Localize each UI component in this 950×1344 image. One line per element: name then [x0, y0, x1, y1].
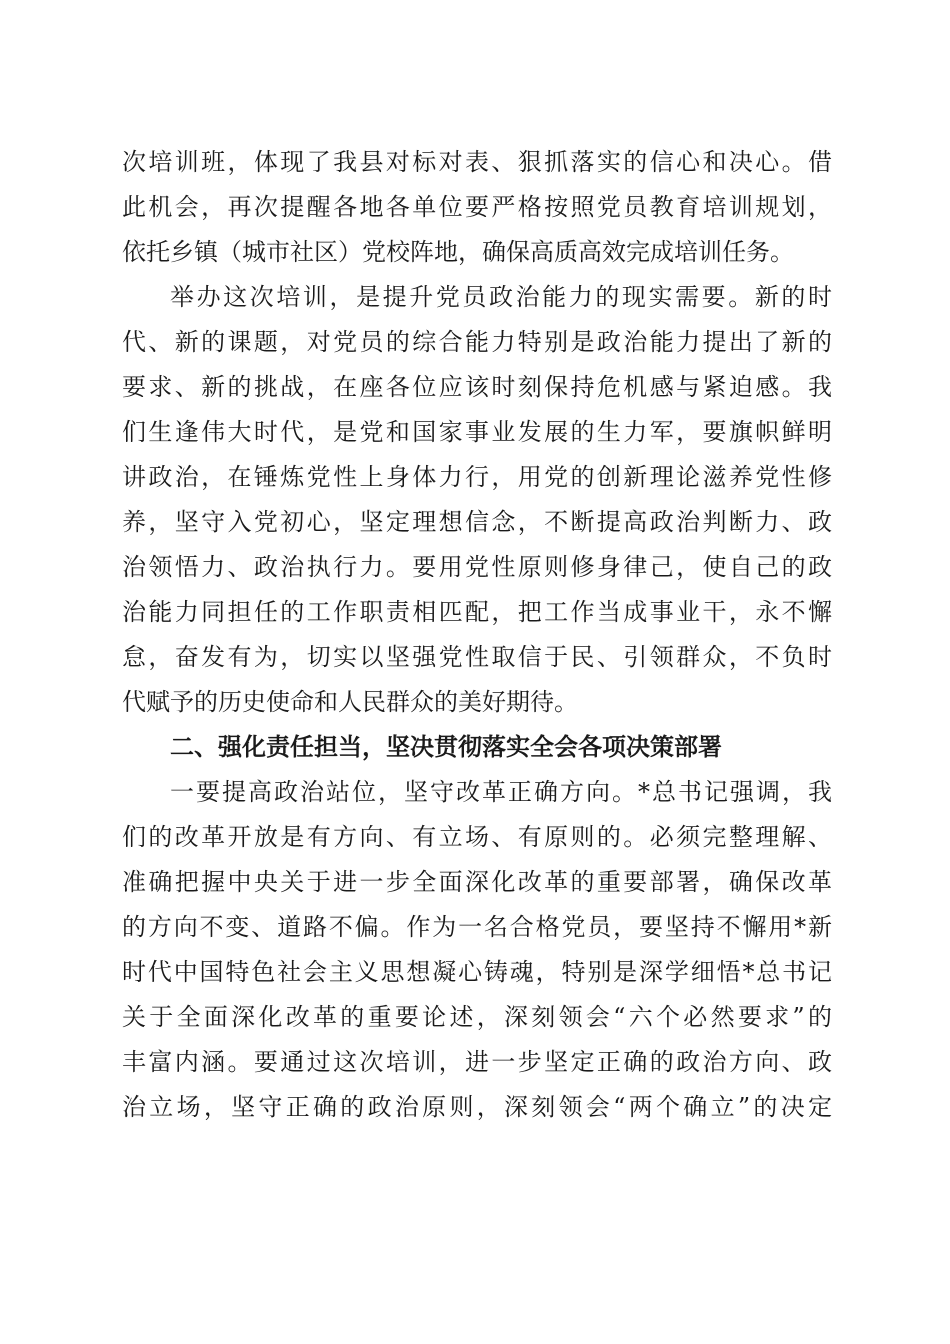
text-line: 怠，奋发有为，切实以坚强党性取信于民、引领群众，不负时 — [122, 643, 832, 671]
text-line: 关于全面深化改革的重要论述，深刻领会“六个必然要求”的 — [122, 1003, 832, 1031]
document-body — [122, 140, 832, 1130]
text-line: 的方向不变、道路不偏。作为一名合格党员，要坚持不懈用*新 — [122, 913, 832, 941]
text-line: 时代中国特色社会主义思想凝心铸魂，特别是深学细悟*总书记 — [122, 958, 832, 986]
text-line: 要求、新的挑战，在座各位应该时刻保持危机感与紧迫感。我 — [122, 373, 832, 401]
text-line: 依托乡镇（城市社区）党校阵地，确保高质高效完成培训任务。 — [122, 238, 794, 266]
section-heading-text: 二、强化责任担当，坚决贯彻落实全会各项决策部署 — [170, 733, 722, 761]
text-line: 们的改革开放是有方向、有立场、有原则的。必须完整理解、 — [122, 823, 832, 851]
text-line: 治领悟力、政治执行力。要用党性原则修身律己，使自己的政 — [122, 553, 832, 581]
text-line: 准确把握中央关于进一步全面深化改革的重要部署，确保改革 — [122, 868, 832, 896]
text-line: 代、新的课题，对党员的综合能力特别是政治能力提出了新的 — [122, 328, 832, 356]
text-line: 治能力同担任的工作职责相匹配，把工作当成事业干，永不懈 — [122, 598, 832, 626]
paragraph-training-class — [122, 140, 832, 275]
section-heading — [122, 725, 832, 770]
paragraph-political-ability — [122, 275, 832, 725]
paragraph-reform-direction — [122, 770, 832, 1130]
text-line: 丰富内涵。要通过这次培训，进一步坚定正确的政治方向、政 — [122, 1048, 832, 1076]
text-line: 此机会，再次提醒各地各单位要严格按照党员教育培训规划， — [122, 193, 832, 221]
text-line: 举办这次培训，是提升党员政治能力的现实需要。新的时 — [170, 283, 832, 311]
text-line: 次培训班，体现了我县对标对表、狠抓落实的信心和决心。借 — [122, 148, 832, 176]
text-line: 养，坚守入党初心，坚定理想信念，不断提高政治判断力、政 — [122, 508, 832, 536]
text-line: 们生逢伟大时代，是党和国家事业发展的生力军，要旗帜鲜明 — [122, 418, 832, 446]
text-line: 治立场，坚守正确的政治原则，深刻领会“两个确立”的决定 — [122, 1093, 832, 1121]
text-line: 代赋予的历史使命和人民群众的美好期待。 — [122, 688, 578, 716]
text-line: 讲政治，在锤炼党性上身体力行，用党的创新理论滋养党性修 — [122, 463, 832, 491]
text-line: 一要提高政治站位，坚守改革正确方向。*总书记强调，我 — [170, 778, 832, 806]
